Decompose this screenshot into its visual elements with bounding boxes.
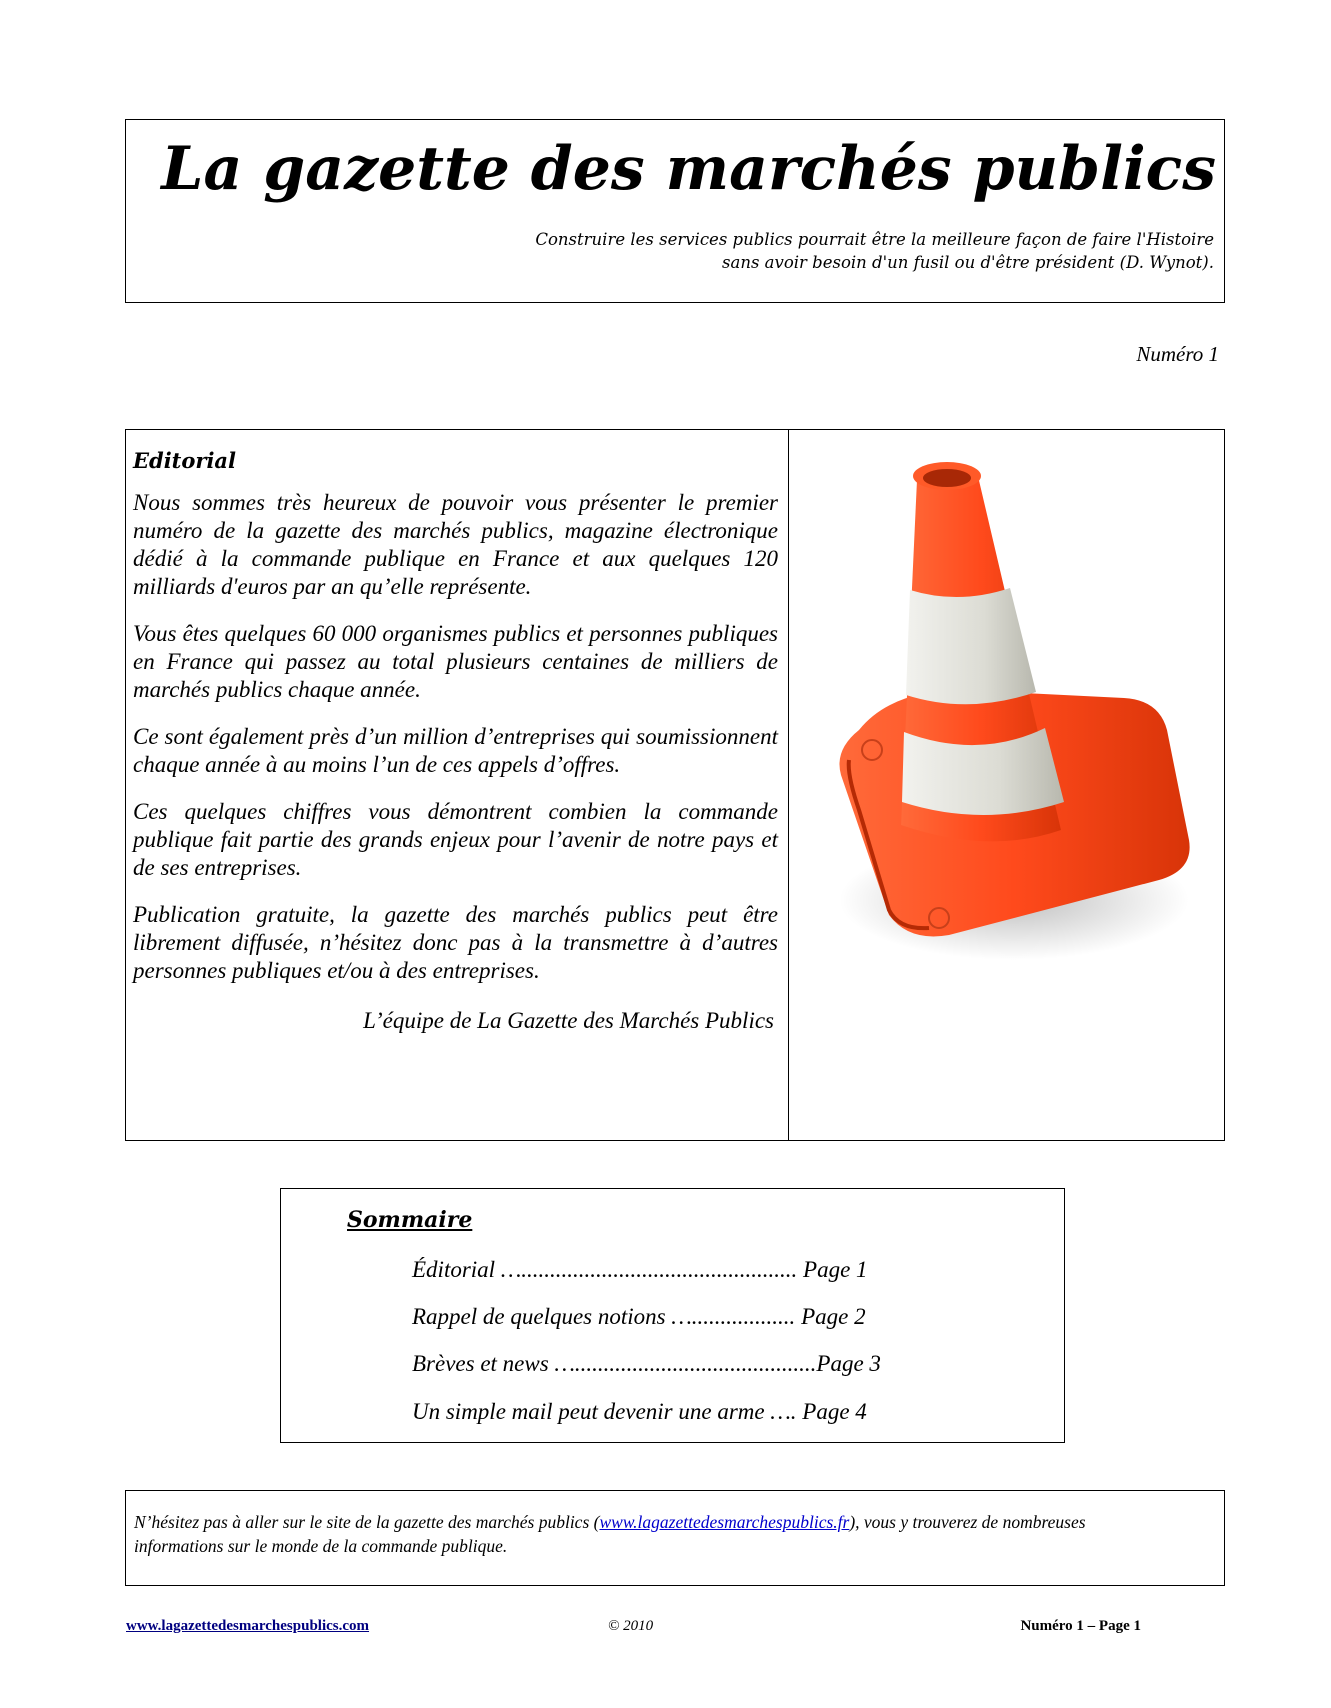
editorial-section bbox=[125, 429, 1225, 1141]
footer-info-text bbox=[134, 1510, 1134, 1558]
toc-item-editorial[interactable] bbox=[412, 1257, 957, 1283]
toc-page: Page 1 bbox=[797, 1257, 868, 1282]
editorial-paragraph: Ces quelques chiffres vous démontrent combien la commande publique fait partie des grands enjeux pour l’avenir de notre pays et de ses entreprises. bbox=[133, 799, 778, 880]
editorial-paragraph: Ce sont également près d’un million d’entreprises qui soumissionnent chaque année à au moins l’un de ces appels d’offres. bbox=[133, 724, 778, 777]
quote-line-1: Construire les services publics pourrait être la meilleure façon de faire l'Histoire bbox=[535, 230, 1214, 249]
toc-item-rappel[interactable] bbox=[412, 1304, 957, 1330]
footer-copyright: © 2010 bbox=[608, 1618, 654, 1634]
quote-line-2: sans avoir besoin d'un fusil ou d'être président (D. Wynot). bbox=[722, 253, 1214, 272]
toc-item-mail[interactable] bbox=[412, 1399, 957, 1425]
editorial-text-column bbox=[126, 430, 789, 1140]
toc-label: Rappel de quelques notions bbox=[412, 1304, 666, 1329]
footer-info-box bbox=[125, 1490, 1225, 1586]
traffic-cone-icon bbox=[789, 430, 1224, 1139]
editorial-signature: L’équipe de La Gazette des Marchés Publics bbox=[363, 1008, 774, 1033]
toc-label: Éditorial bbox=[412, 1257, 496, 1282]
website-link[interactable]: www.lagazettedesmarchespublics.fr bbox=[599, 1512, 850, 1532]
toc-label: Un simple mail peut devenir une arme bbox=[412, 1399, 765, 1424]
masthead-quote bbox=[535, 228, 1214, 274]
issue-number: Numéro 1 bbox=[1136, 342, 1219, 366]
toc-page: Page 4 bbox=[796, 1399, 867, 1424]
footer-page-number: Numéro 1 – Page 1 bbox=[1020, 1618, 1141, 1634]
editorial-paragraph: Publication gratuite, la gazette des marchés publics peut être librement diffusée, n’hésitez donc pas à la transmettre à d’autres personnes publiques et/ou à des entreprises. bbox=[133, 902, 778, 983]
toc-item-breves[interactable] bbox=[412, 1351, 957, 1377]
toc-dots: ….......................................... bbox=[548, 1351, 817, 1376]
toc-dots: …. bbox=[764, 1399, 797, 1424]
masthead bbox=[125, 119, 1225, 303]
toc-label: Brèves et news bbox=[412, 1351, 549, 1376]
footer-site-link[interactable]: www.lagazettedesmarchespublics.com bbox=[126, 1618, 370, 1634]
traffic-cone-image bbox=[789, 430, 1224, 1140]
footer-info-text-before: N’hésitez pas à aller sur le site de la gazette des marchés publics ( bbox=[134, 1512, 600, 1532]
sommaire-section bbox=[280, 1188, 1065, 1443]
toc-page: Page 2 bbox=[795, 1304, 866, 1329]
editorial-paragraph: Vous êtes quelques 60 000 organismes publics et personnes publiques en France qui passez au total plusieurs centaines de milliers de marchés publics chaque année. bbox=[133, 621, 778, 702]
toc-page: Page 3 bbox=[816, 1351, 881, 1376]
editorial-paragraph: Nous sommes très heureux de pouvoir vous présenter le premier numéro de la gazette des marchés publics, magazine électronique dédié à la commande publique en France et aux quelques 120 milliards d'euros par an qu’elle représente. bbox=[133, 490, 778, 599]
toc-dots: ….................. bbox=[665, 1304, 796, 1329]
toc-dots: …................................................ bbox=[495, 1257, 798, 1282]
masthead-title: La gazette des marchés publics bbox=[161, 134, 1216, 204]
editorial-heading: Editorial bbox=[133, 448, 237, 473]
sommaire-heading: Sommaire bbox=[347, 1207, 473, 1233]
footer-info-text-after: ), vous y trouverez de nombreuses informations sur le monde de la commande publique. bbox=[134, 1512, 1086, 1556]
